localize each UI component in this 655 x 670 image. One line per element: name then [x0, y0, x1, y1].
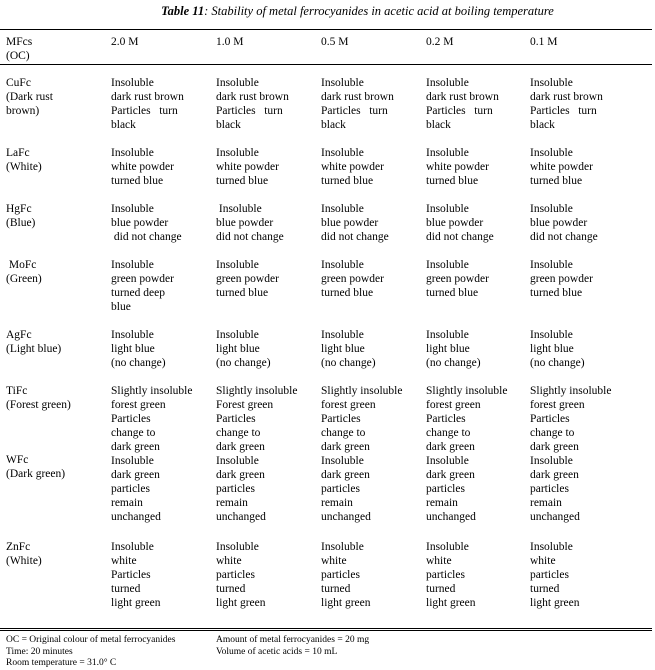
table-cell [321, 454, 371, 524]
table-cell [216, 258, 279, 300]
cell-line: dark rust brown [321, 91, 394, 103]
cell-line: Particles [426, 413, 466, 425]
cell-line: light blue [321, 343, 365, 355]
cell-line: change to [530, 427, 575, 439]
table-cell [321, 76, 394, 132]
cell-line: did not change [426, 231, 494, 243]
cell-line: black [216, 119, 241, 131]
cell-line: green powder [321, 273, 384, 285]
cell-line: (no change) [530, 357, 585, 369]
table-caption-label: Table 11 [161, 4, 205, 18]
cell-line: turned blue [321, 175, 374, 187]
cell-line: white [530, 555, 556, 567]
cell-line: Particles turn [216, 105, 283, 117]
row-label-line: CuFc [6, 77, 31, 89]
cell-line: light blue [530, 343, 574, 355]
footnote: OC = Original colour of metal ferrocyanides [6, 635, 176, 645]
cell-line: Insoluble [216, 259, 259, 271]
cell-line: dark rust brown [216, 91, 289, 103]
cell-line: forest green [426, 399, 481, 411]
table-caption-text: : Stability of metal ferrocyanides in acetic acid at boiling temperature [204, 4, 554, 18]
table-cell [216, 454, 266, 524]
cell-line: did not change [321, 231, 389, 243]
table-cell [111, 76, 184, 132]
row-label-line: (Forest green) [6, 399, 71, 411]
header-concentration: 2.0 M [111, 36, 139, 48]
cell-line: black [426, 119, 451, 131]
footnote: Room temperature = 31.0° C [6, 658, 117, 668]
cell-line: change to [426, 427, 471, 439]
cell-line: turned blue [426, 287, 479, 299]
cell-line: turned blue [530, 175, 583, 187]
cell-line: white powder [321, 161, 384, 173]
cell-line: Insoluble [111, 203, 154, 215]
cell-line: Insoluble [321, 77, 364, 89]
cell-line: (no change) [426, 357, 481, 369]
cell-line: turned [216, 583, 246, 595]
cell-line: Insoluble [530, 259, 573, 271]
cell-line: turned blue [426, 175, 479, 187]
row-label-cell [6, 202, 35, 230]
cell-line: unchanged [216, 511, 266, 523]
cell-line: blue powder [426, 217, 484, 229]
table-cell [321, 258, 384, 300]
cell-line: white powder [111, 161, 174, 173]
cell-line: remain [111, 497, 143, 509]
cell-line: Insoluble [530, 541, 573, 553]
footnotes-left [6, 635, 175, 670]
cell-line: dark green [530, 441, 579, 453]
cell-line: dark green [426, 469, 475, 481]
cell-line: remain [426, 497, 458, 509]
cell-line: Insoluble [111, 77, 154, 89]
cell-line: light green [216, 597, 266, 609]
cell-line: Particles [216, 413, 256, 425]
table-cell [111, 202, 182, 244]
cell-line: particles [530, 569, 569, 581]
cell-line: remain [216, 497, 248, 509]
cell-line: (no change) [321, 357, 376, 369]
cell-line: did not change [530, 231, 598, 243]
cell-line: green powder [426, 273, 489, 285]
cell-line: particles [216, 569, 255, 581]
cell-line: light blue [426, 343, 470, 355]
table-cell [216, 540, 266, 610]
header-concentration: 0.1 M [530, 36, 558, 48]
table-cell [530, 76, 603, 132]
cell-line: unchanged [321, 511, 371, 523]
cell-line: Insoluble [216, 541, 259, 553]
table-cell [426, 384, 507, 454]
cell-line: dark green [216, 441, 265, 453]
table-cell [111, 146, 174, 188]
cell-line: blue powder [216, 217, 274, 229]
header-rule [0, 64, 652, 65]
table-cell [216, 76, 289, 132]
cell-line: black [530, 119, 555, 131]
cell-line: turned blue [321, 287, 374, 299]
table-cell [321, 540, 371, 610]
row-label-cell [6, 540, 42, 568]
table-cell [426, 454, 476, 524]
cell-line: remain [321, 497, 353, 509]
cell-line: black [321, 119, 346, 131]
cell-line: Particles [111, 569, 151, 581]
footnote: Time: 20 minutes [6, 646, 73, 657]
cell-line: Insoluble [111, 329, 154, 341]
table-caption [0, 4, 655, 19]
row-label-cell [6, 76, 53, 118]
cell-line: white [321, 555, 347, 567]
cell-line: dark rust brown [111, 91, 184, 103]
cell-line: Slightly insoluble [111, 385, 193, 397]
cell-line: Insoluble [530, 329, 573, 341]
cell-line: Insoluble [111, 455, 154, 467]
cell-line: Particles turn [321, 105, 388, 117]
table-bottom-rule [0, 628, 652, 629]
cell-line: Particles turn [426, 105, 493, 117]
cell-line: white powder [216, 161, 279, 173]
row-label-cell [6, 258, 42, 286]
cell-line: white powder [426, 161, 489, 173]
table-cell [216, 328, 271, 370]
table-cell [321, 146, 384, 188]
header-concentration: 1.0 M [216, 36, 244, 48]
cell-line: light blue [216, 343, 260, 355]
cell-line: Insoluble [111, 541, 154, 553]
cell-line: dark green [321, 441, 370, 453]
cell-line: Insoluble [216, 147, 259, 159]
cell-line: Particles [111, 413, 151, 425]
cell-line: particles [530, 483, 569, 495]
table-cell [426, 202, 494, 244]
cell-line: (no change) [216, 357, 271, 369]
row-label-line: WFc [6, 454, 29, 466]
header-concentration: 0.2 M [426, 36, 454, 48]
cell-line: particles [321, 483, 360, 495]
table-cell [530, 454, 580, 524]
cell-line: turned [530, 583, 560, 595]
cell-line: unchanged [426, 511, 476, 523]
row-label-line: (White) [6, 555, 42, 567]
table-cell [321, 328, 376, 370]
table-cell [111, 454, 161, 524]
cell-line: Slightly insoluble [426, 385, 508, 397]
cell-line: change to [216, 427, 261, 439]
cell-line: dark green [426, 441, 475, 453]
row-label-line: (Green) [6, 273, 42, 285]
cell-line: Insoluble [216, 77, 259, 89]
cell-line: blue powder [321, 217, 379, 229]
cell-line: blue powder [111, 217, 169, 229]
footnote: Volume of acetic acids = 10 mL [216, 646, 338, 657]
cell-line: turned blue [111, 175, 164, 187]
cell-line: dark rust brown [426, 91, 499, 103]
cell-line: change to [321, 427, 366, 439]
table-cell [111, 540, 161, 610]
cell-line: Particles turn [111, 105, 178, 117]
row-label-cell [6, 328, 61, 356]
header-mfcs-line: MFcs [6, 36, 33, 48]
row-label-line: brown) [6, 105, 40, 117]
cell-line: forest green [321, 399, 376, 411]
cell-line: light green [530, 597, 580, 609]
cell-line: Insoluble [530, 77, 573, 89]
cell-line: (no change) [111, 357, 166, 369]
cell-line: white [216, 555, 242, 567]
cell-line: Particles [530, 413, 570, 425]
cell-line: turned blue [530, 287, 583, 299]
cell-line: Insoluble [426, 329, 469, 341]
cell-line: dark rust brown [530, 91, 603, 103]
cell-line: Insoluble [111, 147, 154, 159]
cell-line: Insoluble [426, 203, 469, 215]
cell-line: white powder [530, 161, 593, 173]
row-label-cell [6, 146, 42, 174]
cell-line: particles [426, 569, 465, 581]
footnote: Amount of metal ferrocyanides = 20 mg [216, 635, 370, 645]
cell-line: dark green [530, 469, 579, 481]
table-cell [111, 258, 174, 314]
cell-line: Insoluble [530, 455, 573, 467]
table-cell [111, 384, 192, 454]
cell-line: forest green [530, 399, 585, 411]
cell-line: Insoluble [321, 455, 364, 467]
header-oc-line: (OC) [6, 49, 30, 62]
row-label-line: TiFc [6, 385, 28, 397]
cell-line: particles [321, 569, 360, 581]
cell-line: Slightly insoluble [321, 385, 403, 397]
cell-line: Insoluble [321, 259, 364, 271]
row-label-cell [6, 453, 65, 481]
table-cell [321, 202, 389, 244]
cell-line: Insoluble [530, 147, 573, 159]
cell-line: white [426, 555, 452, 567]
cell-line: turned [426, 583, 456, 595]
cell-line: white [111, 555, 137, 567]
cell-line: Particles [321, 413, 361, 425]
cell-line: turned [111, 583, 141, 595]
cell-line: light green [111, 597, 161, 609]
footnotes-right [216, 635, 369, 658]
row-label-line: (White) [6, 161, 42, 173]
cell-line: unchanged [111, 511, 161, 523]
row-label-line: (Dark rust [6, 91, 53, 103]
cell-line: Slightly insoluble [216, 385, 298, 397]
cell-line: Insoluble [111, 259, 154, 271]
cell-line: Insoluble [321, 203, 364, 215]
cell-line: unchanged [530, 511, 580, 523]
cell-line: did not change [216, 231, 284, 243]
row-label-line: (Dark green) [6, 468, 66, 480]
table-bottom-rule-2 [0, 630, 652, 631]
cell-line: Insoluble [530, 203, 573, 215]
cell-line: Insoluble [321, 147, 364, 159]
cell-line: Insoluble [426, 147, 469, 159]
cell-line: Insoluble [321, 329, 364, 341]
table-cell [216, 202, 284, 244]
cell-line: remain [530, 497, 562, 509]
row-label-cell [6, 384, 71, 412]
cell-line: green powder [530, 273, 593, 285]
table-cell [530, 202, 598, 244]
cell-line: blue [111, 301, 131, 313]
cell-line: Insoluble [426, 541, 469, 553]
cell-line: Slightly insoluble [530, 385, 612, 397]
cell-line: dark green [321, 469, 370, 481]
cell-line: Insoluble [321, 541, 364, 553]
row-label-line: ZnFc [6, 541, 31, 553]
cell-line: Insoluble [216, 455, 259, 467]
cell-line: did not change [111, 231, 182, 243]
table-cell [530, 258, 593, 300]
row-label-line: (Light blue) [6, 343, 62, 355]
cell-line: green powder [216, 273, 279, 285]
cell-line: turned blue [216, 175, 269, 187]
cell-line: light green [426, 597, 476, 609]
table-cell [530, 146, 593, 188]
table-cell [530, 328, 585, 370]
cell-line: green powder [111, 273, 174, 285]
cell-line: particles [111, 483, 150, 495]
cell-line: light green [321, 597, 371, 609]
cell-line: dark green [216, 469, 265, 481]
cell-line: light blue [111, 343, 155, 355]
cell-line: black [111, 119, 136, 131]
table-cell [426, 258, 489, 300]
table-cell [426, 146, 489, 188]
cell-line: Insoluble [426, 77, 469, 89]
row-label-line: LaFc [6, 147, 30, 159]
table-cell [321, 384, 402, 454]
header-mfcs [6, 36, 32, 63]
row-label-line: MoFc [6, 259, 37, 271]
cell-line: Forest green [216, 399, 274, 411]
cell-line: particles [426, 483, 465, 495]
table-cell [426, 328, 481, 370]
row-label-line: HgFc [6, 203, 32, 215]
cell-line: dark green [111, 469, 160, 481]
cell-line: turned [321, 583, 351, 595]
cell-line: Insoluble [216, 203, 262, 215]
table-cell [216, 384, 297, 454]
table-cell [426, 76, 499, 132]
table-top-rule [0, 29, 652, 30]
table-cell [111, 328, 166, 370]
cell-line: turned deep [111, 287, 165, 299]
cell-line: blue powder [530, 217, 588, 229]
table-cell [530, 384, 611, 454]
table-cell [530, 540, 580, 610]
cell-line: Particles turn [530, 105, 597, 117]
table-cell [216, 146, 279, 188]
cell-line: change to [111, 427, 156, 439]
cell-line: Insoluble [216, 329, 259, 341]
row-label-line: (Blue) [6, 217, 36, 229]
cell-line: turned blue [216, 287, 269, 299]
cell-line: particles [216, 483, 255, 495]
header-concentration: 0.5 M [321, 36, 349, 48]
row-label-line: AgFc [6, 329, 32, 341]
cell-line: forest green [111, 399, 166, 411]
cell-line: Insoluble [426, 259, 469, 271]
table-cell [426, 540, 476, 610]
cell-line: Insoluble [426, 455, 469, 467]
cell-line: dark green [111, 441, 160, 453]
